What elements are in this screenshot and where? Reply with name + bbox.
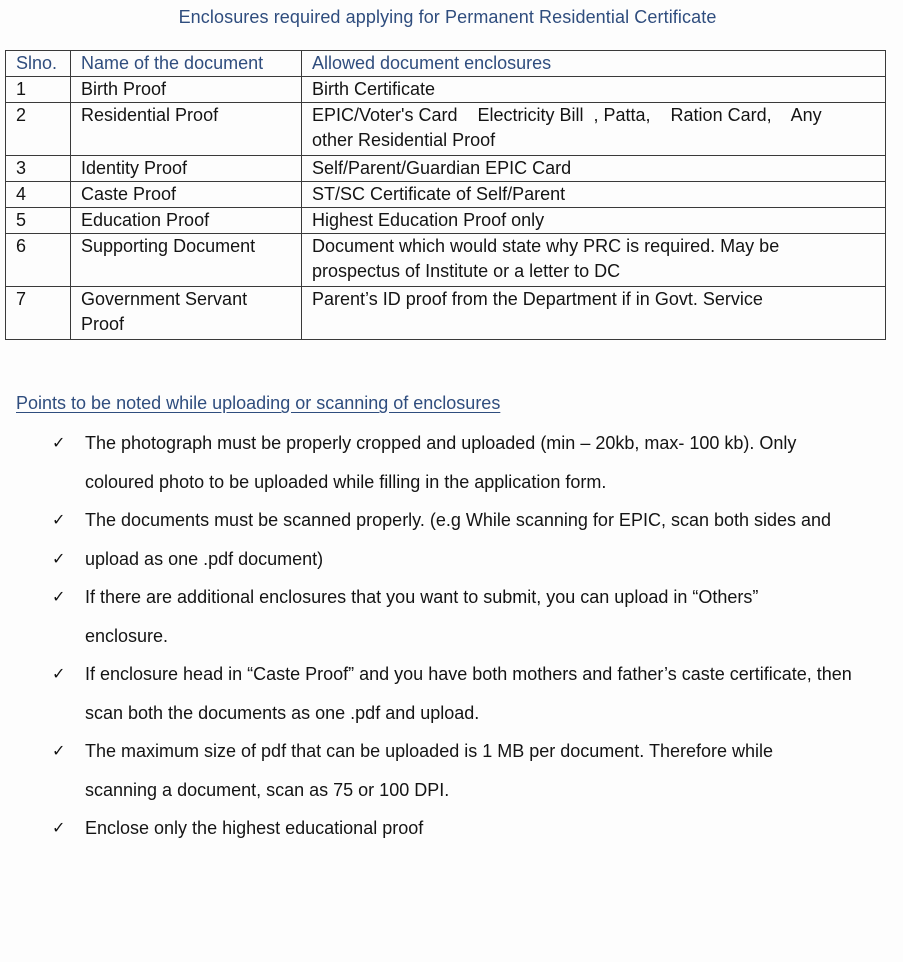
cell-document-name: Caste Proof: [71, 182, 302, 208]
cell-slno: 6: [6, 234, 71, 287]
column-header-slno: Slno.: [6, 51, 71, 77]
check-mark-icon: ✓: [52, 510, 66, 529]
notes-heading: Points to be noted while uploading or scanning of enclosures: [16, 393, 501, 413]
note-text: Enclose only the highest educational proof: [85, 818, 424, 838]
note-text: The photograph must be properly cropped and uploaded (min – 20kb, max- 100 kb). Only coloured photo to be uploaded while filling in the application form.: [85, 433, 797, 492]
cell-allowed-enclosures: Self/Parent/Guardian EPIC Card: [302, 156, 886, 182]
table-row: [6, 182, 886, 208]
cell-allowed-enclosures: Birth Certificate: [302, 77, 886, 103]
note-item: [0, 501, 903, 540]
table-row: [6, 287, 886, 340]
note-item: [0, 732, 903, 809]
check-mark-icon: ✓: [52, 433, 66, 452]
cell-document-name: Residential Proof: [71, 103, 302, 156]
cell-document-name: Education Proof: [71, 208, 302, 234]
cell-slno: 3: [6, 156, 71, 182]
note-item: [0, 424, 903, 501]
cell-slno: 5: [6, 208, 71, 234]
check-mark-icon: ✓: [52, 587, 66, 606]
page-title: Enclosures required applying for Permanent Residential Certificate: [178, 7, 717, 27]
note-text: If enclosure head in “Caste Proof” and you have both mothers and father’s caste certificate, then scan both the documents as one .pdf and upload.: [85, 664, 852, 723]
cell-allowed-enclosures: Highest Education Proof only: [302, 208, 886, 234]
check-mark-icon: ✓: [52, 548, 66, 568]
cell-document-name: Supporting Document: [71, 234, 302, 287]
cell-allowed-enclosures: Parent’s ID proof from the Department if in Govt. Service: [302, 287, 886, 340]
note-item: [0, 540, 903, 579]
cell-allowed-enclosures: ST/SC Certificate of Self/Parent: [302, 182, 886, 208]
note-item: [0, 655, 903, 732]
column-header-document-name: Name of the document: [71, 51, 302, 77]
notes-list: [0, 424, 903, 848]
cell-document-name: Identity Proof: [71, 156, 302, 182]
cell-allowed-enclosures: Document which would state why PRC is required. May be prospectus of Institute or a letter to DC: [302, 234, 886, 287]
note-text: The maximum size of pdf that can be uploaded is 1 MB per document. Therefore while scanning a document, scan as 75 or 100 DPI.: [85, 741, 774, 800]
table-row: [6, 77, 886, 103]
table-header-row: [6, 51, 886, 77]
cell-document-name: Government Servant Proof: [71, 287, 302, 340]
cell-slno: 7: [6, 287, 71, 340]
cell-document-name: Birth Proof: [71, 77, 302, 103]
table-row: [6, 208, 886, 234]
table-row: [6, 156, 886, 182]
cell-slno: 2: [6, 103, 71, 156]
enclosures-table: [5, 50, 886, 340]
cell-allowed-enclosures: EPIC/Voter's Card Electricity Bill , Patta, Ration Card, Any other Residential Proof: [302, 103, 886, 156]
note-text: The documents must be scanned properly. (e.g While scanning for EPIC, scan both sides and: [85, 510, 832, 530]
table-row: [6, 103, 886, 156]
note-item: [0, 809, 903, 848]
cell-slno: 4: [6, 182, 71, 208]
note-text: upload as one .pdf document): [85, 548, 324, 569]
check-mark-icon: ✓: [52, 818, 66, 837]
table-row: [6, 234, 886, 287]
note-item: [0, 578, 903, 655]
check-mark-icon: ✓: [52, 741, 66, 760]
cell-slno: 1: [6, 77, 71, 103]
column-header-allowed-enclosures: Allowed document enclosures: [302, 51, 886, 77]
note-text: If there are additional enclosures that you want to submit, you can upload in “Others” enclosure.: [85, 587, 759, 646]
check-mark-icon: ✓: [52, 664, 66, 683]
